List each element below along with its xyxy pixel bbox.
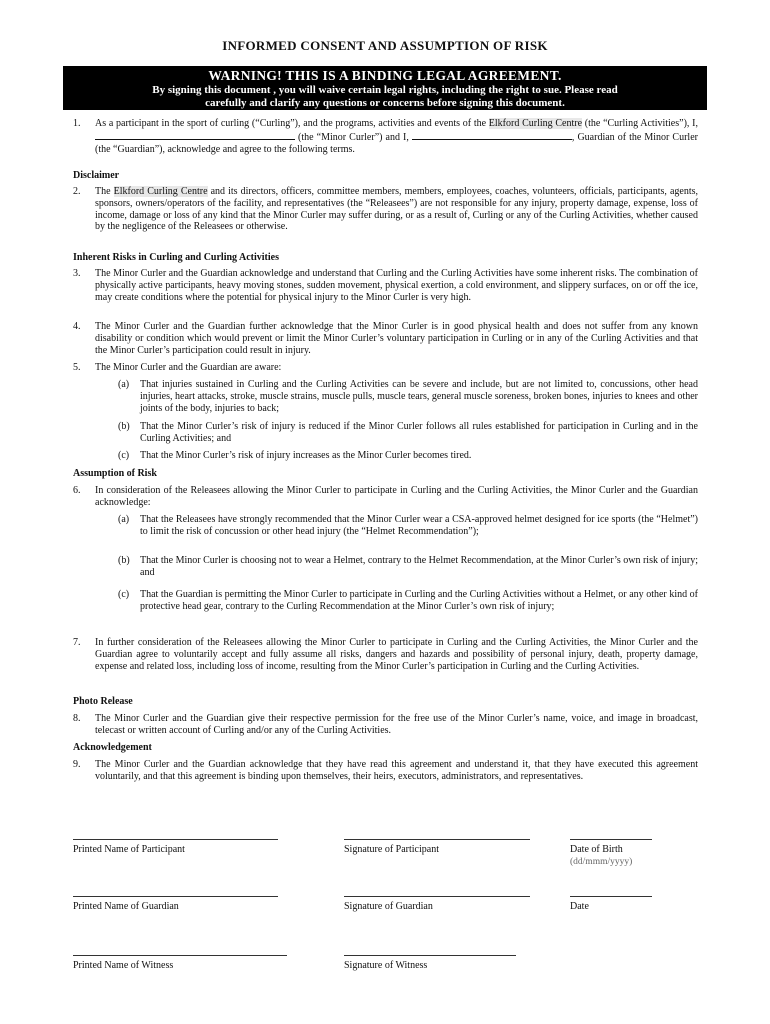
printed-participant-label: Printed Name of Participant	[73, 844, 185, 855]
clause-6c	[118, 589, 698, 613]
clause-number: 3.	[73, 268, 81, 279]
printed-witness-block[interactable]	[73, 954, 287, 971]
document-title: INFORMED CONSENT AND ASSUMPTION OF RISK	[222, 38, 548, 53]
warning-banner	[63, 66, 707, 110]
clause-9	[73, 759, 698, 783]
clause-1	[73, 118, 698, 155]
minor-curler-name-field[interactable]	[95, 130, 295, 140]
clause-number: 2.	[73, 186, 81, 197]
signature-guardian-label: Signature of Guardian	[344, 901, 433, 912]
signature-line[interactable]	[344, 895, 530, 897]
warning-heading: WARNING! THIS IS A BINDING LEGAL AGREEMENT.	[208, 68, 562, 83]
signature-guardian-block[interactable]	[344, 895, 530, 912]
clause-text: The Minor Curler and the Guardian give their respective permission for the free use of the Minor Curler’s name, voice, and image in broadcast, telecast or written account of Curling and/or any of the Curling Activities.	[95, 713, 698, 736]
signature-participant-label: Signature of Participant	[344, 844, 439, 855]
guardian-name-field[interactable]	[412, 130, 572, 140]
clause-6a	[118, 514, 698, 538]
clause-text: The Minor Curler and the Guardian acknowledge that they have read this agreement and understand it, that they have executed this agreement voluntarily, and that this agreement is binding upon themselves, their heirs, executors, administrators, and representatives.	[95, 759, 698, 782]
clause-8	[73, 713, 698, 737]
clause-text: The Minor Curler and the Guardian are aware:	[95, 362, 282, 373]
clause-text: As a participant in the sport of curling (“Curling”), and the programs, activities and events of the	[95, 118, 489, 129]
signature-witness-block[interactable]	[344, 954, 516, 971]
clause-3	[73, 268, 698, 303]
clause-number: 7.	[73, 637, 81, 648]
clause-text: The Minor Curler and the Guardian acknowledge and understand that Curling and the Curling Activities have some inherent risks. The combination of physically active participants, heavy moving stones, sudden movement, physical exertion, a cold environment, and slippery surfaces, on or off the ice, may create conditions where the potential for physical injury to the Minor Curler is very high.	[95, 268, 698, 303]
clause-number: 1.	[73, 118, 81, 129]
clause-5	[73, 362, 698, 374]
printed-witness-label: Printed Name of Witness	[73, 960, 174, 971]
date-block[interactable]	[570, 895, 652, 912]
clause-5b	[118, 421, 698, 445]
clause-number: 5.	[73, 362, 81, 373]
clause-text: In consideration of the Releasees allowing the Minor Curler to participate in Curling and the Curling Activities, the Minor Curler and the Guardian acknowledge:	[95, 485, 698, 508]
signature-line[interactable]	[570, 838, 652, 840]
clause-number: 8.	[73, 713, 81, 724]
clause-text: The Minor Curler and the Guardian further acknowledge that the Minor Curler is in good physical health and does not suffer from any known disability or condition which would prevent or limit the Minor Curler’s voluntary participation in Curling or in any of the Curling Activities and that the Minor Curler’s participation could result in injury.	[95, 321, 698, 356]
date-label: Date	[570, 901, 589, 912]
sub-clause-label: (c)	[118, 450, 130, 461]
warning-line-2: carefully and clarify any questions or concerns before signing this document.	[205, 97, 565, 109]
signature-line[interactable]	[344, 838, 530, 840]
sub-clause-label: (b)	[118, 555, 130, 566]
section-heading-disclaimer: Disclaimer	[73, 170, 120, 181]
sub-clause-text: That injuries sustained in Curling and the Curling Activities can be severe and include, but are not limited to, concussions, other head injuries, heart attacks, stroke, muscle strains, muscle pulls, muscle tears, general muscle soreness, broken bones, injuries to knees and other joints of the body, injuries to back;	[140, 379, 698, 414]
printed-guardian-label: Printed Name of Guardian	[73, 901, 179, 912]
clause-text: (the “Curling Activities”), I,	[582, 118, 698, 129]
sub-clause-text: That the Guardian is permitting the Minor Curler to participate in Curling and the Curling Activities without a Helmet, or any other kind of protective head gear, contrary to the Curling Recommendation at the Minor Curler’s own risk of injury;	[140, 589, 698, 612]
sub-clause-text: That the Minor Curler’s risk of injury increases as the Minor Curler becomes tired.	[140, 450, 472, 461]
date-of-birth-block[interactable]	[570, 838, 652, 867]
sub-clause-text: That the Minor Curler’s risk of injury is reduced if the Minor Curler follows all rules established for participation in Curling and in the Curling Activities; and	[140, 421, 698, 444]
printed-guardian-block[interactable]	[73, 895, 278, 912]
clause-4	[73, 321, 698, 356]
sub-clause-label: (a)	[118, 379, 130, 390]
signature-participant-block[interactable]	[344, 838, 530, 855]
clause-7	[73, 637, 698, 672]
sub-clause-label: (c)	[118, 589, 130, 600]
printed-participant-block[interactable]	[73, 838, 278, 855]
clause-5a	[118, 379, 698, 414]
facility-name: Elkford Curling Centre	[488, 118, 583, 129]
clause-number: 4.	[73, 321, 81, 332]
signature-line[interactable]	[344, 954, 516, 956]
section-heading-acknowledgement: Acknowledgement	[73, 742, 152, 753]
signature-line[interactable]	[73, 954, 287, 956]
sub-clause-label: (a)	[118, 514, 130, 525]
clause-text: , Guardian of the Minor Curler (the “Guardian”), acknowledge and agree to the following terms.	[95, 131, 698, 155]
clause-text: The	[95, 186, 114, 197]
clause-number: 6.	[73, 485, 81, 496]
warning-line-1: By signing this document , you will waive certain legal rights, including the right to sue. Please read	[152, 84, 618, 96]
clause-5c	[118, 450, 698, 462]
signature-line[interactable]	[73, 895, 278, 897]
clause-text: In further consideration of the Releasees allowing the Minor Curler to participate in Curling and the Curling Activities, the Minor Curler and the Guardian agree to voluntarily accept and fully assume all risks, dangers and hazards and possibility of personal injury, death, property damage, expense and related loss, including loss of income, resulting from the Minor Curler’s participation in Curling and the Curling Activities.	[95, 637, 698, 672]
section-heading-photo-release: Photo Release	[73, 696, 133, 707]
clause-2	[73, 186, 698, 233]
clause-number: 9.	[73, 759, 81, 770]
section-heading-inherent-risks: Inherent Risks in Curling and Curling Activities	[73, 252, 279, 263]
clause-text: (the “Minor Curler”) and I,	[295, 131, 412, 143]
sub-clause-label: (b)	[118, 421, 130, 432]
signature-line[interactable]	[73, 838, 278, 840]
sub-clause-text: That the Releasees have strongly recommended that the Minor Curler wear a CSA-approved helmet designed for ice sports (the “Helmet”) to limit the risk of concussion or other head injury (the “Helmet Recommendation”);	[140, 514, 698, 537]
clause-6	[73, 485, 698, 509]
facility-name: Elkford Curling Centre	[113, 186, 208, 197]
date-of-birth-label: Date of Birth	[570, 844, 623, 855]
date-format-hint: (dd/mmm/yyyy)	[570, 857, 633, 867]
section-heading-assumption: Assumption of Risk	[73, 468, 157, 479]
clause-6b	[118, 555, 698, 579]
signature-witness-label: Signature of Witness	[344, 960, 428, 971]
sub-clause-text: That the Minor Curler is choosing not to wear a Helmet, contrary to the Helmet Recommendation, at the Minor Curler’s own risk of injury; and	[140, 555, 698, 578]
signature-line[interactable]	[570, 895, 652, 897]
clause-text: and its directors, officers, committee members, members, employees, coaches, volunteers, officials, participants, agents, sponsors, owners/operators of the facility, and representatives (the “Releasees”) are not responsible for any injury, property damage, expense, loss of income, damage or loss of any kind that the Minor Curler may suffer during, or as a result of, Curling or any of the Curling Activities, whether caused by the negligence of the Releasees or otherwise.	[95, 186, 699, 233]
